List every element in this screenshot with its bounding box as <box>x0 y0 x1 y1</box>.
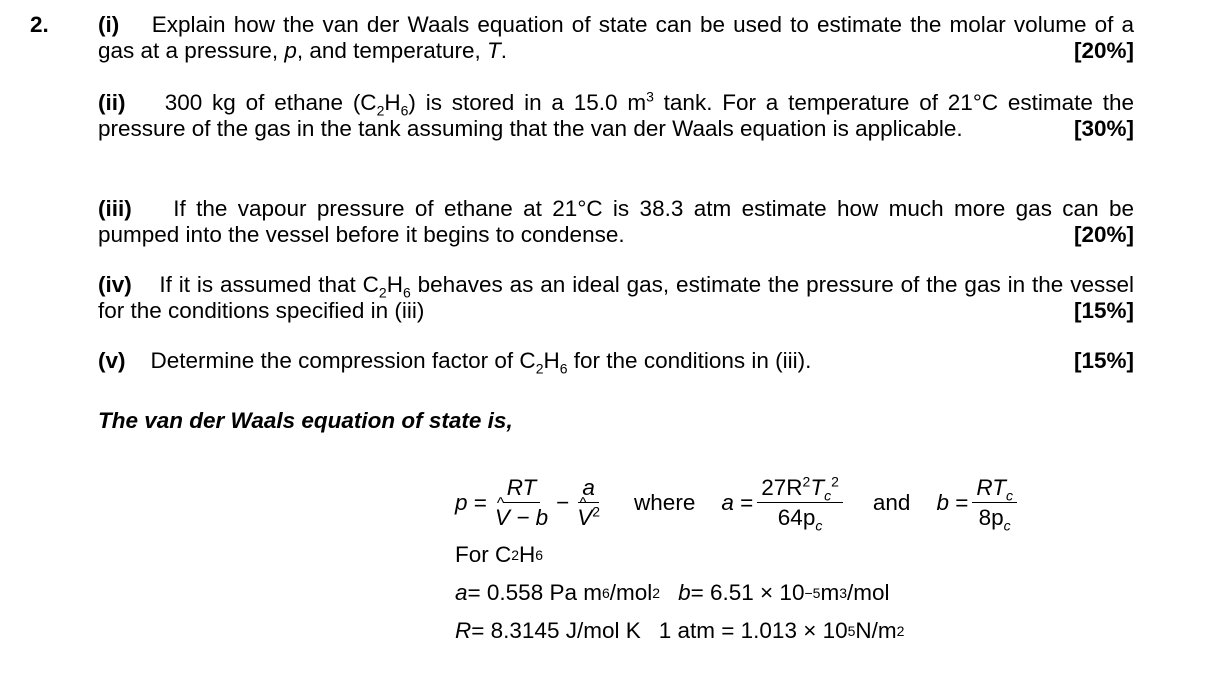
subscript: c <box>815 517 823 533</box>
part-text: Explain how the van der Waals equation of state can be used to estimate the molar volume of a gas at a pressure, <box>98 12 1134 63</box>
part-v <box>98 348 1134 377</box>
superscript: 2 <box>592 503 601 519</box>
part-label: (iii) <box>98 196 132 221</box>
constants-r-atm-line: R = 8.3145 J/mol K 1 atm = 1.013 × 10 5 N/m 2 <box>455 618 905 643</box>
question-number: 2. <box>30 12 49 37</box>
eq-minus: − <box>556 490 570 515</box>
eq-where: where <box>634 490 696 515</box>
part-text: H <box>384 90 401 115</box>
eq-t: T <box>810 474 825 500</box>
const-r-value: = 8.3145 J/mol K <box>471 618 641 643</box>
eq-a-den: 64p <box>777 504 816 530</box>
const-atm: 1 atm = 1.013 × 10 <box>658 618 848 643</box>
part-text: . <box>500 38 507 63</box>
eq-b: b <box>936 490 949 515</box>
part-text: 300 kg of ethane (C <box>164 90 377 115</box>
subscript: 6 <box>400 102 409 119</box>
part-label: (i) <box>98 12 120 37</box>
part-mark: [15%] <box>1073 348 1134 373</box>
part-mark: [20%] <box>1073 38 1134 63</box>
const-atm-unit: N/m <box>855 618 897 643</box>
a-over-v2 <box>573 474 604 533</box>
for-ethane-line: For C 2 H 6 <box>455 542 544 567</box>
part-text: for the conditions in (iii). <box>567 348 812 373</box>
equation-block <box>455 470 1175 650</box>
subscript: 2 <box>535 360 544 377</box>
const-b-symbol: b <box>678 580 691 605</box>
part-text: H <box>543 348 560 373</box>
part-text: Determine the compression factor of C <box>150 348 536 373</box>
superscript: 2 <box>802 473 811 489</box>
constants-a-b-line: a = 0.558 Pa m 6 /mol 2 b = 6.51 × 10 −5 m 3 /mol <box>455 580 890 605</box>
part-text: ) is stored in a 15.0 m <box>408 90 647 115</box>
superscript: 2 <box>831 473 839 489</box>
subscript: 2 <box>376 102 385 119</box>
part-i <box>98 12 1134 64</box>
part-text: tank. For a temperature of 21°C estimate the pressure of the gas in the tank assuming that the van der Waals equation is applicable. <box>98 90 1134 141</box>
part-iv <box>98 272 1134 324</box>
subscript: 2 <box>378 284 387 301</box>
part-mark: [30%] <box>1073 116 1134 141</box>
eq-a: a <box>721 490 734 515</box>
part-text: If the vapour pressure of ethane at 21°C is 38.3 atm estimate how much more gas can be pumped into the vessel before it begins to condense. <box>98 196 1134 247</box>
eq-sign: = <box>955 490 969 515</box>
const-a-value: = 0.558 Pa m <box>467 580 602 605</box>
eq-sign: = <box>740 490 754 515</box>
eq-a-num: 27R <box>761 474 803 500</box>
eq-sign: = <box>473 490 487 515</box>
eq-and: and <box>872 490 911 515</box>
subscript: c <box>1003 517 1011 533</box>
eq-v-hat: ^ V <box>577 503 592 533</box>
part-mark: [20%] <box>1073 222 1134 247</box>
const-a-unit: /mol <box>609 580 653 605</box>
eq-rt: RT <box>506 474 537 500</box>
equation-caption: The van der Waals equation of state is, <box>98 408 513 433</box>
subscript: c <box>1005 487 1013 503</box>
part-ii <box>98 90 1134 142</box>
eq-b-num: RT <box>976 474 1006 500</box>
subscript: c <box>824 487 832 503</box>
const-r-symbol: R <box>455 618 472 643</box>
part-text: , and temperature, <box>296 38 487 63</box>
a-definition <box>757 474 843 533</box>
eq-p: p <box>455 490 468 515</box>
part-label: (v) <box>98 348 126 373</box>
const-b-unit: m <box>820 580 840 605</box>
const-b-unit2: /mol <box>846 580 890 605</box>
temperature-symbol: T <box>486 38 501 63</box>
eq-a: a <box>582 474 595 500</box>
b-definition <box>972 474 1017 533</box>
part-iii <box>98 196 1134 248</box>
superscript: 3 <box>646 88 654 105</box>
subscript: 6 <box>559 360 568 377</box>
part-label: (iv) <box>98 272 132 297</box>
eq-b-den: 8p <box>978 504 1004 530</box>
rt-over-v-minus-b <box>491 474 552 533</box>
for-text: For C <box>455 542 512 567</box>
part-text: If it is assumed that C <box>159 272 379 297</box>
part-text: H <box>386 272 403 297</box>
const-b-value: = 6.51 × 10 <box>690 580 805 605</box>
eq-minus-b: − b <box>509 504 549 530</box>
pressure-symbol: p <box>284 38 297 63</box>
const-a-symbol: a <box>455 580 468 605</box>
subscript: 6 <box>402 284 411 301</box>
part-label: (ii) <box>98 90 126 115</box>
part-mark: [15%] <box>1073 298 1134 323</box>
h-text: H <box>519 542 536 567</box>
eq-v-hat: ^ V <box>495 503 510 533</box>
part-text: behaves as an ideal gas, estimate the pressure of the gas in the vessel for the conditions specified in (iii) <box>98 272 1134 323</box>
vdw-equation <box>455 470 1175 536</box>
